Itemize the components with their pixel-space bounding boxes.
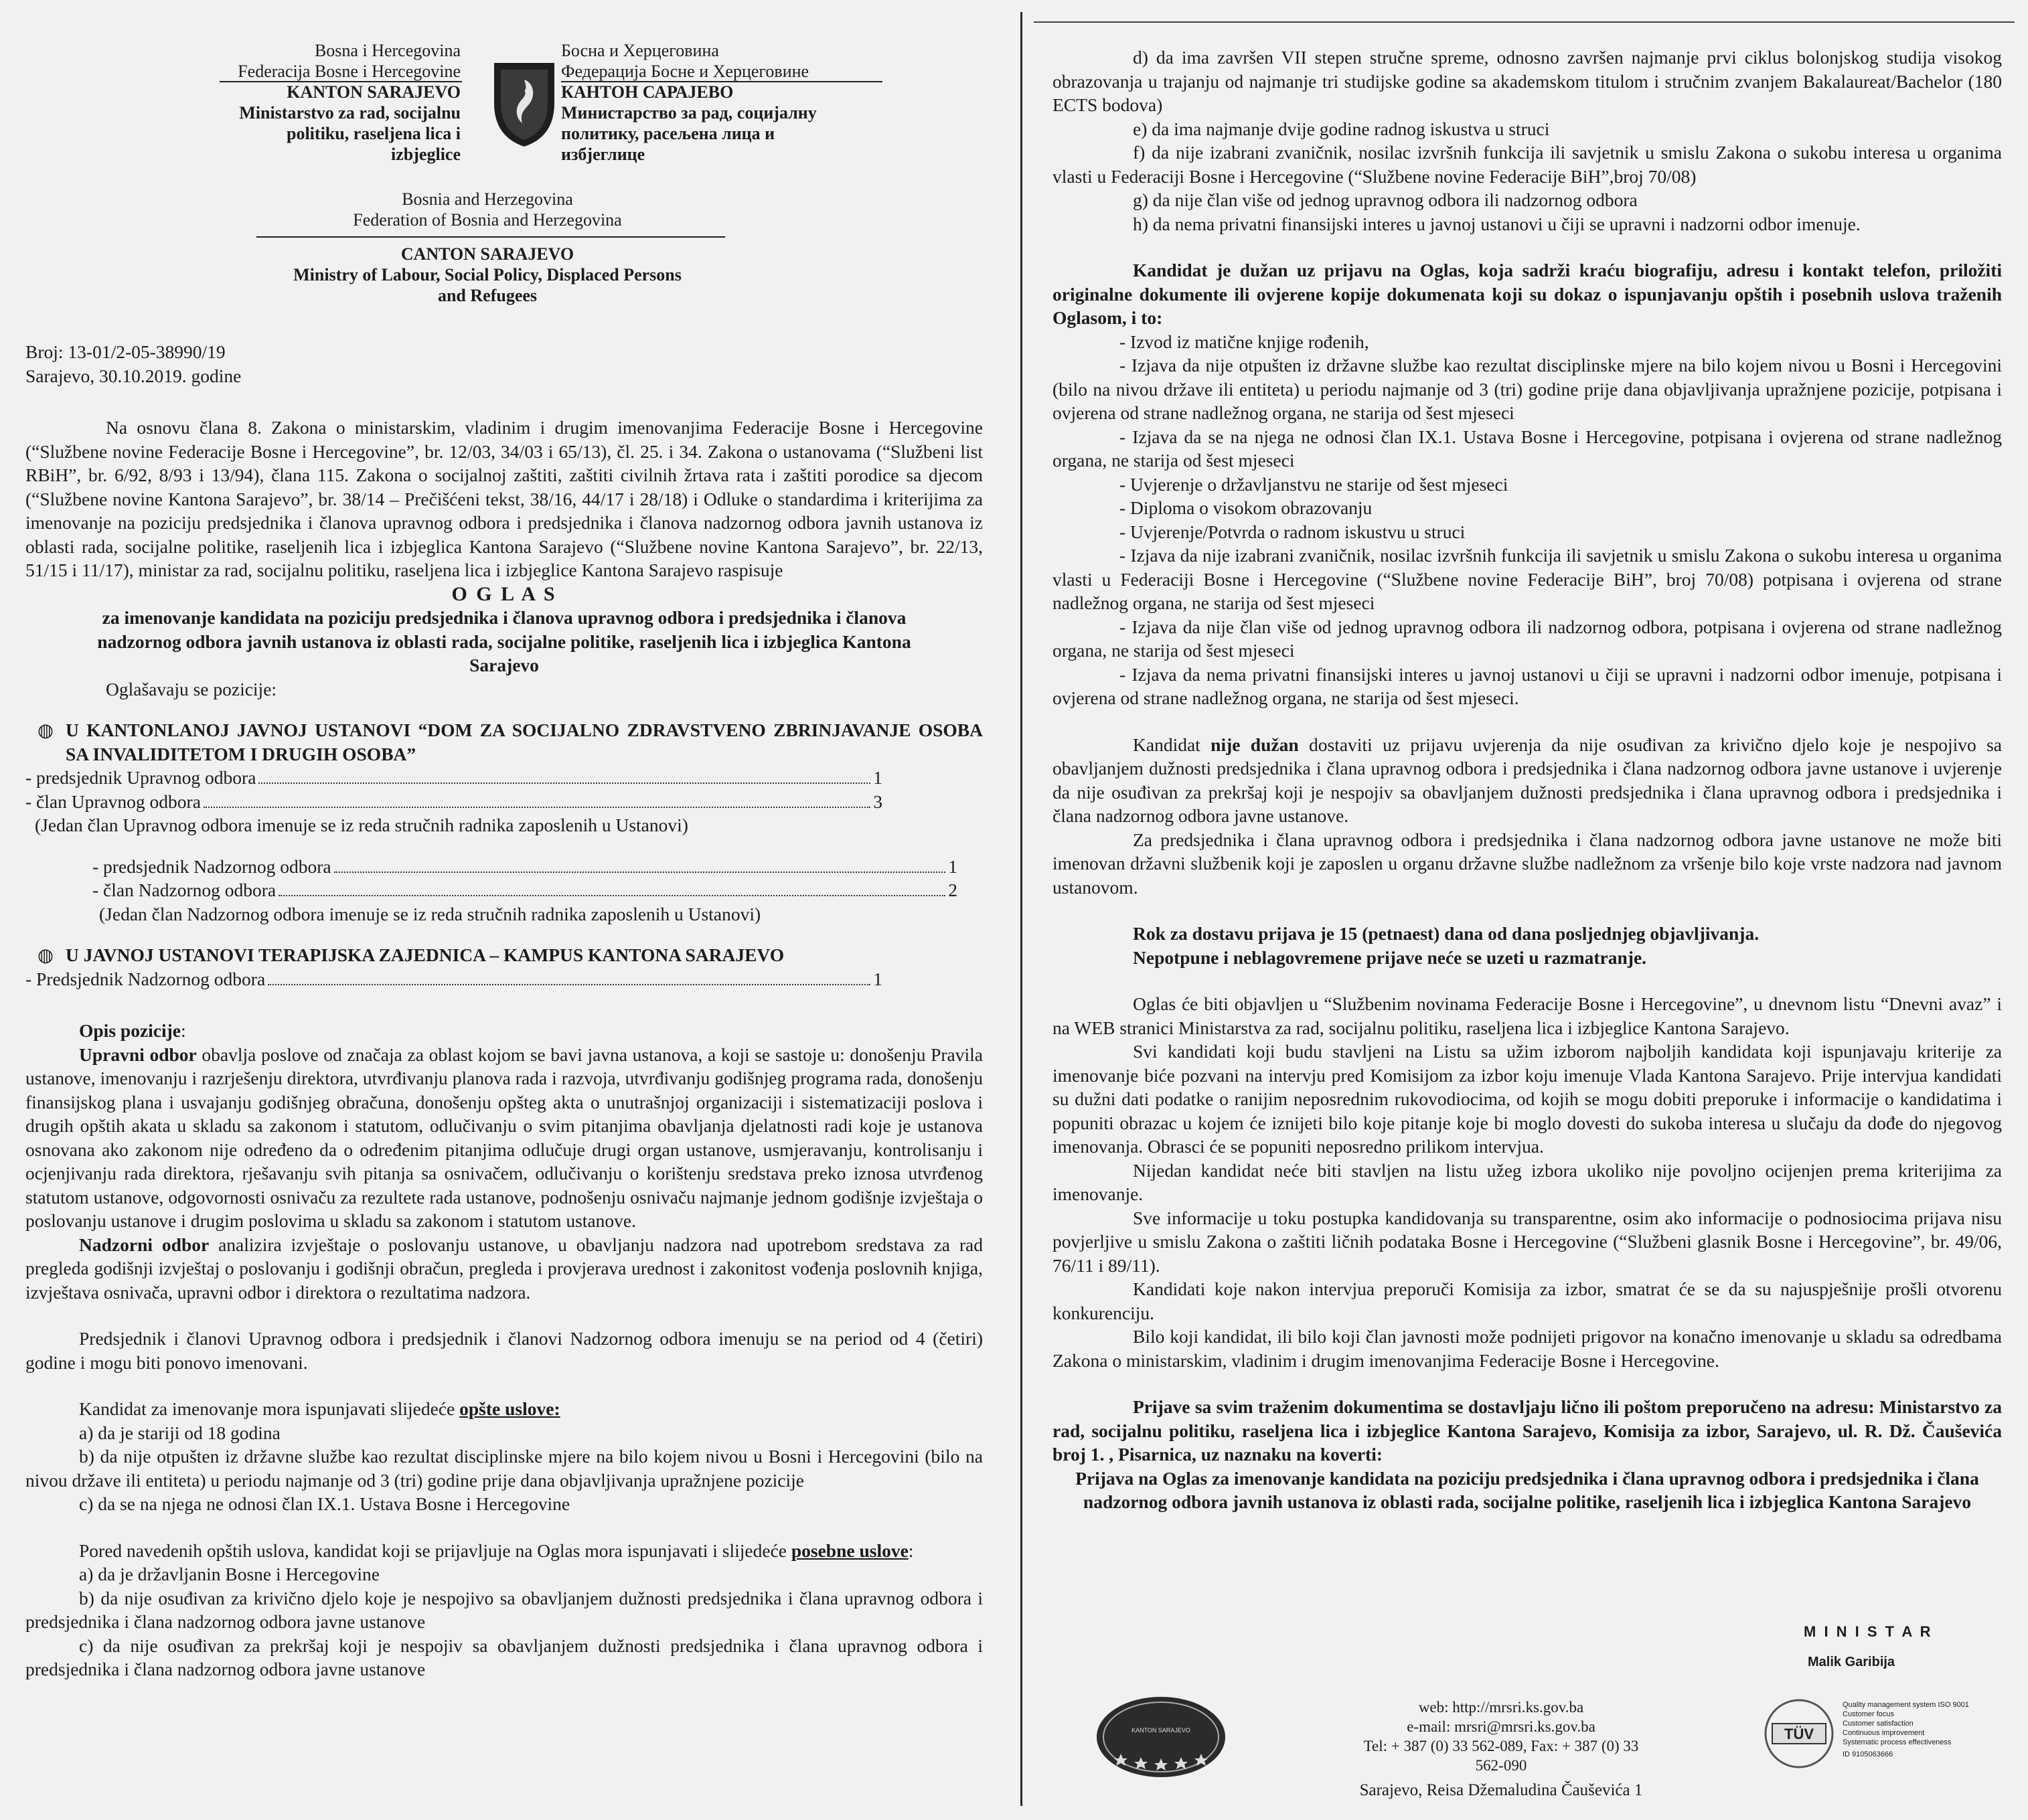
tuv-mark: TÜV bbox=[1784, 1726, 1814, 1742]
section1-title: U KANTONLANOJ JAVNOJ USTANOVI “DOM ZA SOCIJALNO ZDRAVSTVENO ZBRINJAVANJE OSOBA SA INVALIDITETOM I DRUGIH OSOBA” bbox=[66, 720, 983, 764]
docs-item: - Izjava da nije izabrani zvaničnik, nosilac izvršnih funkcija ili savjetnik u smislu Zakona o sukobu interesa u organima vlasti u Federaciji Bosne i Hercegovine (“Službene novine Federacije BiH”, broj 70/08) potpisana i ovjerena od strane nadležnog organa, ne starija od šest mjeseci bbox=[1052, 545, 2002, 613]
section1-note-2: (Jedan član Nadzornog odbora imenuje se iz reda stručnih radnika zaposlenih u Ustanovi) bbox=[99, 903, 761, 924]
rok-line-1: Rok za dostavu prijava je 15 (petnaest) dana od dana posljednjeg objavljivanja. bbox=[1133, 923, 1760, 944]
signature-title: M I N I S T A R bbox=[1804, 1623, 1933, 1640]
docs-item: - Uvjerenje/Potvrda o radnom iskustvu u struci bbox=[1119, 521, 1466, 542]
document-date: Sarajevo, 30.10.2019. godine bbox=[25, 365, 242, 386]
positions-announced: Oglašavaju se pozicije: bbox=[106, 678, 277, 699]
tuv-certificate-icon bbox=[1762, 1693, 1836, 1781]
section2-title: U JAVNOJ USTANOVI TERAPIJSKA ZAJEDNICA – KAMPUS KANTONA SARAJEVO bbox=[66, 944, 785, 965]
bullet-icon: ◍ bbox=[37, 944, 54, 965]
section1-heading bbox=[25, 718, 983, 766]
info-paragraph: Bilo koji kandidat, ili bilo koji član javnosti može podnijeti prigovor na konačno imenovanje u skladu sa odredbama Zakona o ministarskim, vladinim i drugim imenovanjima Federacije Bosne i Hercegovine. bbox=[1052, 1326, 2002, 1371]
header-rule-english bbox=[256, 236, 725, 238]
info-paragraph: Kandidati koje nakon intervjua preporuči Komisija za izbor, smatrat će se da su najuspješnije prošli otvorenu konkurenciju. bbox=[1052, 1278, 2002, 1323]
cert-list bbox=[1843, 1700, 1976, 1759]
header-federation-cyr: Федерација Босне и Херцеговине bbox=[561, 62, 809, 81]
header-country: Bosna i Hercegovina bbox=[314, 41, 461, 60]
opsti-lead: Kandidat za imenovanje mora ispunjavati slijedeće opšte uslove: bbox=[79, 1398, 560, 1419]
header-ministry-en-2: and Refugees bbox=[437, 286, 538, 305]
posebni-item: g) da nije član više od jednog upravnog odbora ili nadzornog odbora bbox=[1133, 189, 1638, 210]
docs-item: - Izjava da nije otpušten iz državne službe kao rezultat disciplinske mjere na bilo kojem nivou u Bosni i Hercegovini (bilo na nivou države ili entiteta) u periodu najmanje od 3 (tri) godine prije dana objavljivanja upražnjene pozicije, potpisana i ovjerena od strane nadležnog organa, ne starija od šest mjeseci bbox=[1052, 355, 2002, 423]
opis-heading: Opis pozicije: bbox=[79, 1020, 186, 1041]
left-body bbox=[25, 340, 983, 1681]
seal-icon bbox=[1094, 1693, 1228, 1781]
oglas-title: O G L A S bbox=[451, 582, 557, 605]
quality-seal-badge bbox=[1094, 1693, 1228, 1781]
header-cyrillic bbox=[561, 40, 842, 165]
oglas-subtitle: za imenovanje kandidata na poziciju predsjednika i članova upravnog odbora i predsjednika i članova nadzornog odbora javnih ustanova iz oblasti rada, socijalne politike, raseljenih lica i izbjeglica Kantona Sarajevo bbox=[97, 607, 911, 675]
column-divider bbox=[1020, 12, 1022, 1806]
signature-block bbox=[1804, 1620, 1991, 1674]
right-body bbox=[1052, 46, 2002, 1514]
header-federation-en: Federation of Bosnia and Herzegovina bbox=[353, 210, 622, 230]
mandat-paragraph: Predsjednik i članovi Upravnog odbora i predsjednik i članovi Nadzornog odbora imenuju se na period od 4 (četiri) godine i mogu biti ponovo imenovani. bbox=[25, 1328, 983, 1373]
footer-fax: 562-090 bbox=[1475, 1757, 1527, 1774]
posebni-item: e) da ima najmanje dvije godine radnog iskustva u struci bbox=[1133, 118, 1550, 139]
header-ministry-cyr-1: Министарство за рад, социјалну bbox=[561, 103, 817, 122]
section2-heading bbox=[25, 943, 983, 967]
opsti-item: a) da je stariji od 18 godina bbox=[79, 1422, 281, 1443]
info-paragraph: Oglas će biti objavljen u “Službenim novinama Federacije Bosne i Hercegovine”, u dnevnom listu “Dnevni avaz” i na WEB stranici Ministarstva za rad, socijalnu politiku, raseljena lica i izbjeglice Kantona Sarajevo. bbox=[1052, 993, 2002, 1038]
header-rule-right bbox=[561, 81, 882, 82]
posebni-item: b) da nije osuđivan za krivično djelo koje je nespojivo sa obavljanjem dužnosti predsjednika i člana upravnog odbora i predsjednika i člana nadzornog odbora javne ustanove bbox=[25, 1587, 983, 1632]
nadzorni-paragraph: Nadzorni odbor analizira izvještaje o poslovanju ustanove, u obavljanju nadzora nad upotrebom sredstava za rad pregleda godišnji izvještaj o poslovanju i godišnji obračun, pregleda i provjerava urednost i zakonitost vođenja poslovnih knjiga, izvještava osnivača, upravni odbor i direktora o rezultatima nadzora. bbox=[25, 1234, 984, 1303]
posebni-item: c) da nije osuđivan za prekršaj koji je nespojiv sa obavljanjem dužnosti predsjednika i člana upravnog odbora i predsjednika i člana nadzornog odbora javne ustanove bbox=[25, 1635, 983, 1679]
document-number: Broj: 13-01/2-05-38990/19 bbox=[25, 341, 226, 362]
docs-item: - Izvod iz matične knjige rođenih, bbox=[1119, 331, 1369, 352]
cert-number: ID 9105063666 bbox=[1843, 1750, 1893, 1758]
position-row: - član Nadzornog odbora 2 bbox=[92, 880, 957, 900]
coat-of-arms-icon bbox=[487, 56, 561, 150]
footer-address: Sarajevo, Reisa Džemaludina Čauševića 1 bbox=[1359, 1781, 1643, 1799]
position-row: - Predsjednik Nadzornog odbora 1 bbox=[25, 968, 882, 989]
position-row: - član Upravnog odbora 3 bbox=[25, 791, 882, 812]
cert-title: Quality management system ISO 9001 bbox=[1843, 1701, 1969, 1709]
rok-line-2: Nepotpune i neblagovremene prijave neće se uzeti u razmatranje. bbox=[1133, 946, 1647, 968]
footer-contact bbox=[1340, 1698, 1662, 1800]
docs-item: - Izjava da nema privatni finansijski interes u javnoj ustanovi u čiji se upravni i nadzorni odbor imenuje, potpisana i ovjerena od strane nadležnog organa, ne starija od šest mjeseci. bbox=[1052, 663, 2002, 708]
posebni-item: d) da ima završen VII stepen stručne spreme, odnosno završen najmanje prvi ciklus bolonjskog studija visokog obrazovanja u trajanju od najmanje tri studijske godine sa akademskom titulom i stručnim zvanjem Bakalaureat/Bachelor (180 ECTS bodova) bbox=[1052, 47, 2002, 115]
info-paragraph: Nijedan kandidat neće biti stavljen na listu užeg izbora ukoliko nije povoljno ocijenjen prema kriterijima za imenovanje. bbox=[1052, 1159, 2002, 1204]
info-paragraph: Sve informacije u toku postupka kandidovanja su transparentne, osim ako informacije o podnosiocima prijava nisu povjerljive u smislu Zakona o zaštiti ličnih podataka Bosne i Hercegovine (“Službeni glasnik Bosne i Hercegovine”, br. 49/06, 76/11 i 89/11). bbox=[1052, 1207, 2002, 1276]
posebni-item: a) da je državljanin Bosne i Hercegovine bbox=[79, 1564, 380, 1584]
docs-item: - Uvjerenje o državljanstvu ne starije od šest mjeseci bbox=[1119, 473, 1508, 495]
bullet-icon: ◍ bbox=[37, 720, 54, 740]
envelope-text: Prijava na Oglas za imenovanje kandidata na poziciju predsjednika i člana upravnog odbora i predsjednika i člana nadzornog odbora javnih ustanova iz oblasti rada, socijalne politike, raseljenih lica i izbjeglica Kantona Sarajevo bbox=[1075, 1467, 1979, 1512]
posebni-lead: Pored navedenih opštih uslova, kandidat koji se prijavljuje na Oglas mora ispunjavati i slijedeće posebne uslove: bbox=[79, 1540, 914, 1561]
header-canton-cyr: КАНТОН САРАЈЕВО bbox=[561, 82, 734, 102]
header-ministry-1: Ministarstvo za rad, socijalnu bbox=[239, 103, 461, 122]
footer-web: web: http://mrsri.ks.gov.ba bbox=[1418, 1699, 1584, 1716]
header-rule-left bbox=[220, 81, 462, 82]
header-ministry-en-1: Ministry of Labour, Social Policy, Displaced Persons bbox=[293, 265, 682, 284]
opsti-item: b) da nije otpušten iz državne službe kao rezultat disciplinske mjere na bilo kojem nivou u Bosni i Hercegovini (bilo na nivou države ili entiteta) u periodu najmanje od 3 (tri) godine prije dana objavljivanja upražnjene pozicije bbox=[25, 1446, 983, 1491]
docs-lead: Kandidat je dužan uz prijavu na Oglas, koja sadrži kraću biografiju, adresu i kontakt telefon, priložiti originalne dokumente ili ovjerene kopije dokumenata koji su dokaz o ispunjavanju opštih i posebnih uslova traženih Oglasom, i to: bbox=[1052, 260, 2002, 328]
cert-item: Customer focus bbox=[1843, 1710, 1895, 1718]
header-english-ministry bbox=[253, 244, 722, 306]
cert-item: Continuous improvement bbox=[1843, 1729, 1925, 1737]
header-canton-en: CANTON SARAJEVO bbox=[400, 244, 574, 264]
seal-text: KANTON SARAJEVO bbox=[1132, 1727, 1190, 1734]
header-latin bbox=[233, 40, 461, 165]
header-federation: Federacija Bosne i Hercegovine bbox=[238, 62, 461, 81]
upravni-paragraph: Upravni odbor obavlja poslove od značaja za oblast kojom se bavi javna ustanova, a koji se sastoje u: donošenju Pravila ustanove, imenovanju i razrješenju direktora, utvrđivanju planova rada i razvoja, utvrđivanju godišnjeg programa rada, donošenju finansijskog plana i usvajanju godišnjeg obračuna, donošenju opšteg akta o unutrašnjoj organizaciji i sistematizaciji poslova i drugih opštih akata u skladu sa zakonom i statutom, odlučivanju o svim pitanjima obavljanja djelatnosti radi koje je ustanova osnovana ako zakonom nije određeno da o određenim pitanjima odlučuje drugi organ ustanove, usmjeravanju, kontrolisanju i ocjenjivanju rada direktora, rješavanju svih pitanja sa osnivačem, odlučivanju o korištenju sredstava preko iznosa utvrđenog statutom ustanove, odgovornosti osnivaču za rezultete rada ustanove, podnošenju osnivaču najmanje jednom godišnje izvještaja o poslovanju ustanove i drugim poslovima u skladu sa zakonom i statutom ustanove. bbox=[25, 1044, 983, 1231]
footer-tel: Tel: + 387 (0) 33 562-089, Fax: + 387 (0) 33 bbox=[1363, 1738, 1639, 1754]
intro-paragraph: Na osnovu člana 8. Zakona o ministarskim, vladinim i drugim imenovanjima Federacije Bosne i Hercegovine (“Službene novine Federacije Bosne i Hercegovine”, br. 12/03, 34/03 i 65/13), čl. 25. i 34. Zakona o ustanovama (“Službeni list RBiH”, br. 6/92, 8/93 i 13/94), člana 115. Zakona o socijalnoj zaštiti, zaštiti civilnih žrtava rata i zaštiti porodice sa djecom (“Službene novine Kantona Sarajevo”, br. 38/14 – Prečišćeni tekst, 38/16, 44/17 i 28/18) i Odluke o standardima i kriterijima za imenovanje na poziciju predsjednika i članova upravnog odbora i predsjednika i članova nadzornog odbora javnih ustanova iz oblasti rada, socijalne politike, raseljenih lica i izbjeglica Kantona Sarajevo (“Službene novine Kantona Sarajevo”, br. 22/13, 51/15 i 11/17), ministar za rad, socijalnu politiku, raseljena lica i izbjeglice Kantona Sarajevo raspisuje bbox=[25, 417, 983, 580]
position-row: - predsjednik Upravnog odbora 1 bbox=[25, 767, 882, 788]
section1-note-1: (Jedan član Upravnog odbora imenuje se iz reda stručnih radnika zaposlenih u Ustanovi) bbox=[35, 815, 688, 835]
posebni-item: f) da nije izabrani zvaničnik, nosilac izvršnih funkcija ili savjetnik u smislu Zakona o sukobu interesa u organima vlasti u Federaciji Bosne i Hercegovine (“Službene novine Federacije BiH”,broj 70/08) bbox=[1052, 142, 2002, 187]
docs-item: - Diploma o visokom obrazovanju bbox=[1119, 497, 1373, 518]
tuv-badge bbox=[1762, 1693, 1836, 1781]
top-rule bbox=[1034, 21, 2015, 23]
header-ministry-cyr-2: политику, расељена лица и избјеглице bbox=[561, 124, 775, 164]
nije-duzan-paragraph: Kandidat nije dužan dostaviti uz prijavu uvjerenja da nije osuđivan za krivično djelo koje je nespojivo sa obavljanjem dužnosti predsjednika i člana upravnog odbora i predsjednika i člana nadzornog odbora javne ustanove i uvjerenje da nije osuđivan za prekršaj koji je nespojiv sa obavljanjem dužnosti predsjednika i člana upravnog odbora i predsjednika i člana nadzornog odbora javne ustanove. bbox=[1052, 734, 2002, 826]
header-ministry-2: politiku, raseljena lica i izbjeglice bbox=[287, 124, 461, 164]
address-paragraph: Prijave sa svim traženim dokumentima se dostavljaju lično ili poštom preporučeno na adresu: Ministarstvo za rad, socijalnu politiku, raseljena lica i izbjeglice Kantona Sarajevo, Komisija za izbor, Sarajevo, ul. R. Dž. Čauševića broj 1. , Pisarnica, uz naznaku na koverti: bbox=[1052, 1396, 2002, 1465]
cert-item: Systematic process effectiveness bbox=[1843, 1738, 1952, 1746]
signature-name: Malik Garibija bbox=[1808, 1654, 1895, 1669]
drzavni-paragraph: Za predsjednika i člana upravnog odbora i predsjednika i člana nadzornog odbora javne ustanove ne može biti imenovan državni službenik koji je zaposlen u organu državne službe nadležnom za vršenje bilo koje vrste nadzora nad javnom ustanovom. bbox=[1052, 829, 2002, 898]
opsti-item: c) da se na njega ne odnosi član IX.1. Ustava Bosne i Hercegovine bbox=[79, 1493, 570, 1514]
cert-item: Customer satisfaction bbox=[1843, 1720, 1914, 1728]
header-canton: KANTON SARAJEVO bbox=[287, 82, 461, 102]
posebni-item: h) da nema privatni finansijski interes u javnoj ustanovi u čiji se upravni i nadzorni odbor imenuje. bbox=[1133, 213, 1861, 234]
header-country-en: Bosnia and Herzegovina bbox=[402, 189, 573, 209]
header-english bbox=[253, 189, 722, 230]
docs-item: - Izjava da nije član više od jednog upravnog odbora ili nadzornog odbora, potpisana i ovjerena od strane nadležnog organa, ne starija od šest mjeseci bbox=[1052, 616, 2002, 661]
footer-email: e-mail: mrsri@mrsri.ks.gov.ba bbox=[1407, 1718, 1595, 1735]
position-row: - predsjednik Nadzornog odbora 1 bbox=[92, 855, 957, 877]
info-paragraph: Svi kandidati koji budu stavljeni na Listu sa užim izborom najboljih kandidata koji ispunjavaju kriterije za imenovanje biće pozvani na intervju pred Komisijom za izbor koju imenuje Vlada Kantona Sarajevo. Prije intervjua kandidati su dužni dati podatke o ranijim neposrednim rukovodiocima, od kojih se mogu dobiti preporuke i informacije o kandidatima i popuniti obrazac u kojem će iznijeti bilo koje pitanje koje bi moglo dovesti do sukoba interesa u slučaju da dođe do njegovog imenovanja. Obrasci će se popuniti neposredno prilikom intervjua. bbox=[1052, 1041, 2002, 1157]
docs-item: - Izjava da se na njega ne odnosi član IX.1. Ustava Bosne i Hercegovine, potpisana i ovjerena od strane nadležnog organa, ne starija od šest mjeseci bbox=[1052, 426, 2002, 471]
header-country-cyr: Босна и Херцеговина bbox=[561, 41, 719, 60]
